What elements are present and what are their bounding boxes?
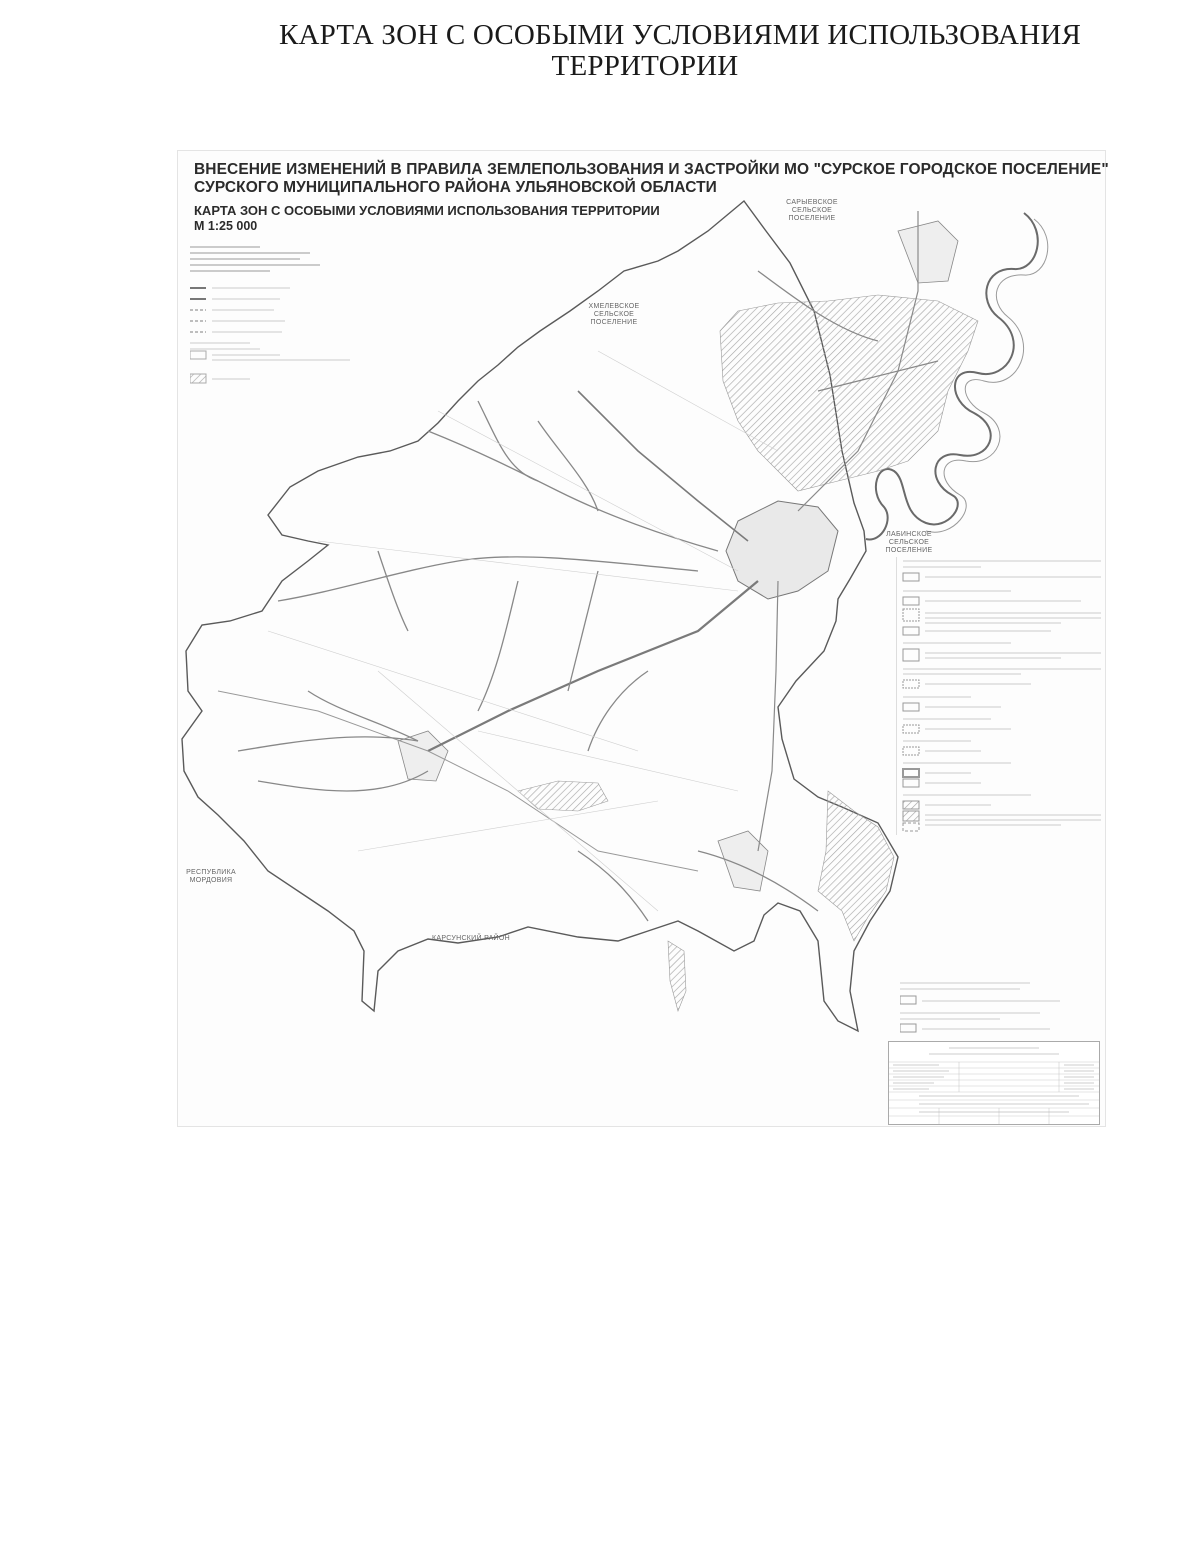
label-south-district: КАРСУНСКИЙ РАЙОН [431,935,510,942]
legend-boundaries-graphic [190,243,350,393]
main-road [428,581,758,751]
sheet-header [194,161,1109,234]
legend-boundaries [190,243,350,398]
page-title-line-2: ТЕРРИТОРИИ [551,50,739,82]
legend-historical [900,979,1100,1040]
legend-zones-graphic [901,557,1111,835]
legend-zones [896,557,1111,835]
page-title-line-1: КАРТА ЗОН С ОСОБЫМИ УСЛОВИЯМИ ИСПОЛЬЗОВАНИЯ [278,19,1082,51]
road-west [218,691,698,871]
sheet-subtitle: КАРТА ЗОН С ОСОБЫМИ УСЛОВИЯМИ ИСПОЛЬЗОВАНИЯ ТЕРРИТОРИИ [194,203,660,218]
title-block-stamp [888,1041,1100,1125]
page-title [0,20,1200,82]
sheet-header-line-1: ВНЕСЕНИЕ ИЗМЕНЕНИЙ В ПРАВИЛА ЗЕМЛЕПОЛЬЗОВАНИЯ И ЗАСТРОЙКИ МО "СУРСКОЕ ГОРОДСКОЕ ПОСЕЛЕНИЕ" [194,161,1109,178]
label-east-settlement: ЛАБИНСКОЕ СЕЛЬСКОЕ ПОСЕЛЕНИЕ [885,531,933,554]
label-north-settlement: САРЫЕВСКОЕ СЕЛЬСКОЕ ПОСЕЛЕНИЕ [786,199,838,222]
hatched-zone-south [668,941,686,1011]
hatched-zone-northeast [720,295,978,491]
road-south [758,581,778,851]
legend-historical-graphic [900,979,1100,1035]
sheet-header-line-2: СУРСКОГО МУНИЦИПАЛЬНОГО РАЙОНА УЛЬЯНОВСКОЙ ОБЛАСТИ [194,179,717,196]
title-block-grid [889,1042,1099,1124]
field-boundaries [268,351,778,911]
map-sheet [177,150,1109,1127]
hatched-zone-east [818,791,894,941]
sheet-scale: М 1:25 000 [194,219,258,233]
label-northwest-settlement: ХМЕЛЕВСКОЕ СЕЛЬСКОЕ ПОСЕЛЕНИЕ [588,303,640,326]
road-north [578,391,748,541]
label-west-region: РЕСПУБЛИКА МОРДОВИЯ [186,869,236,884]
settlement-sura [726,501,838,599]
